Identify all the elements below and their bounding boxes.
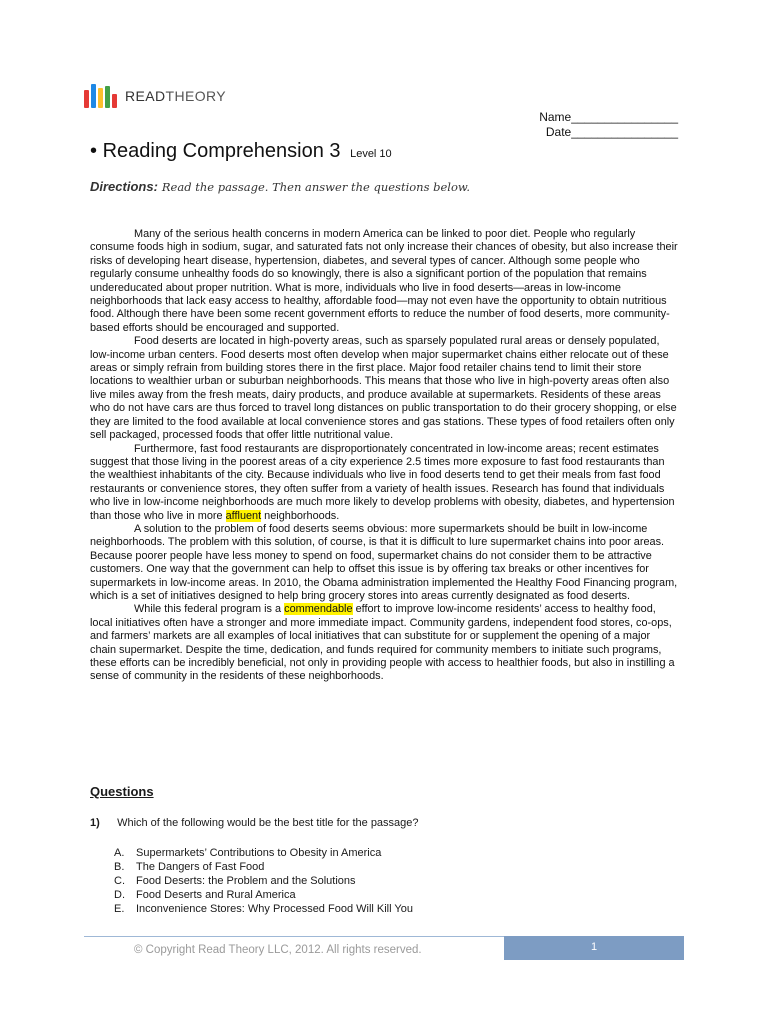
passage-paragraph-4: A solution to the problem of food deserts seems obvious: more supermarkets should be built in low-income neighborhoods. The problem with this solution, of course, is that it is difficult to lure supermarket chains into poor areas. Because poorer people have less money to spend on food, supermarket chains do not consider them to be attractive customers. One way that the government can help to offset this issue is by offering tax breaks or other incentives for supermarkets in low-income areas. In 2010, the Obama administration implemented the Healthy Food Financing program, which is a set of initiatives designed to help bring grocery stores into areas currently designated as food deserts. (90, 522, 678, 602)
directions-label: Directions: (90, 179, 158, 194)
name-date-fields (539, 110, 678, 140)
logo-text (125, 84, 226, 108)
option-text: Inconvenience Stores: Why Processed Food Will Kill You (136, 903, 413, 915)
option-text: Food Deserts and Rural America (136, 889, 296, 901)
question-1 (90, 817, 419, 829)
passage-paragraph-5 (90, 603, 678, 683)
option-text: Supermarkets’ Contributions to Obesity in America (136, 847, 382, 859)
books-logo-icon (84, 84, 117, 108)
option-letter: C. (114, 875, 125, 887)
title-bullet: • (90, 140, 98, 162)
reading-passage (90, 228, 678, 684)
option-e[interactable] (114, 902, 413, 916)
copyright-notice: © Copyright Read Theory LLC, 2012. All rights reserved. (134, 944, 422, 956)
paragraph-3-text: Furthermore, fast food restaurants are disproportionately concentrated in low-income areas; recent estimates suggest that those living in the poorest areas of a city experience 2.5 times more exposure to fast food restaurants than the wealthiest inhabitants of the city. Because individuals who live in food deserts tend to get their meals from fast food restaurants or convenience stores, they often suffer from a variety of health issues. Research has found that individuals who live in low-income neighborhoods are much more likely to develop problems with obesity, diabetes, and hypertension than those who live in more (90, 442, 675, 522)
readtheory-logo (84, 84, 226, 108)
passage-paragraph-1: Many of the serious health concerns in modern America can be linked to poor diet. People who regularly consume foods high in sodium, sugar, and saturated fats not only increase their chances of obesity, but also increase their risks of developing heart disease, hypertension, diabetes, and several types of cancer. Although some people who regularly consume unhealthy foods do so knowingly, there is also a significant portion of the population that remains undereducated about proper nutrition. What is more, individuals who live in food deserts—areas in low-income neighborhoods that lack easy access to healthy, affordable food—may not even have the opportunity to obtain nutritious food. Although there have been some recent government efforts to reduce the number of food deserts, more community-based efforts should be encouraged and supported. (90, 228, 678, 334)
option-a[interactable] (114, 846, 413, 860)
option-d[interactable] (114, 888, 413, 902)
highlighted-word-commendable: commendable (284, 603, 353, 616)
questions-heading: Questions (90, 784, 154, 799)
paragraph-5-start: While this federal program is a (134, 603, 282, 616)
date-field: Date________________ (545, 125, 678, 139)
option-text: Food Deserts: the Problem and the Solutions (136, 875, 356, 887)
page-number: 1 (504, 936, 684, 960)
question-text: Which of the following would be the best title for the passage? (117, 817, 419, 829)
option-letter: D. (114, 889, 125, 901)
answer-options (114, 846, 413, 916)
paragraph-3-end: neighborhoods. (264, 509, 340, 522)
title-level: Level 10 (350, 148, 392, 160)
directions-text: Read the passage. Then answer the questions below. (161, 180, 471, 194)
logo-text-theory: THEORY (165, 88, 226, 104)
option-letter: B. (114, 861, 125, 873)
question-number: 1) (90, 817, 100, 829)
paragraph-5-text: effort to improve low-income residents’ access to healthy food, local initiatives often have a stronger and more immediate impact. Community gardens, independent food stores, co-ops, and farmers’ markets are all examples of local initiatives that can substitute for or supplement the opening of a major chain supermarket. Despite the time, dedication, and funds required for community members to initiate such programs, these efforts can be incredibly beneficial, not only in providing people with access to healthier foods, but also in instilling a sense of community in the residents of these neighborhoods. (90, 603, 675, 683)
highlighted-word-affluent: affluent (225, 509, 262, 522)
name-field: Name________________ (539, 110, 678, 124)
logo-text-read: READ (125, 88, 166, 104)
option-b[interactable] (114, 860, 413, 874)
directions (90, 179, 470, 194)
title-text: Reading Comprehension 3 (102, 140, 341, 162)
option-letter: A. (114, 847, 125, 859)
passage-paragraph-2: Food deserts are located in high-poverty areas, such as sparsely populated rural areas or densely populated, low-income urban centers. Food deserts most often develop when major supermarket chains either relocate out of these areas or simply refrain from building stores there in the first place. Major food retailer chains tend to limit their store locations to wealthier urban or suburban neighborhoods. This means that those who live in high-poverty areas often also live miles away from the fresh meats, dairy products, and produce available at supermarkets. Residents of these areas who do not have cars are thus forced to travel long distances on public transportation to do their grocery shopping, or else they are limited to the food available at local convenience stores and gas stations. These types of food retailers often only sell packaged, processed foods that offer little nutritional value. (90, 335, 677, 442)
page-title (90, 140, 392, 163)
option-c[interactable] (114, 874, 413, 888)
option-letter: E. (114, 903, 125, 915)
passage-paragraph-3 (90, 443, 678, 523)
option-text: The Dangers of Fast Food (136, 861, 265, 873)
